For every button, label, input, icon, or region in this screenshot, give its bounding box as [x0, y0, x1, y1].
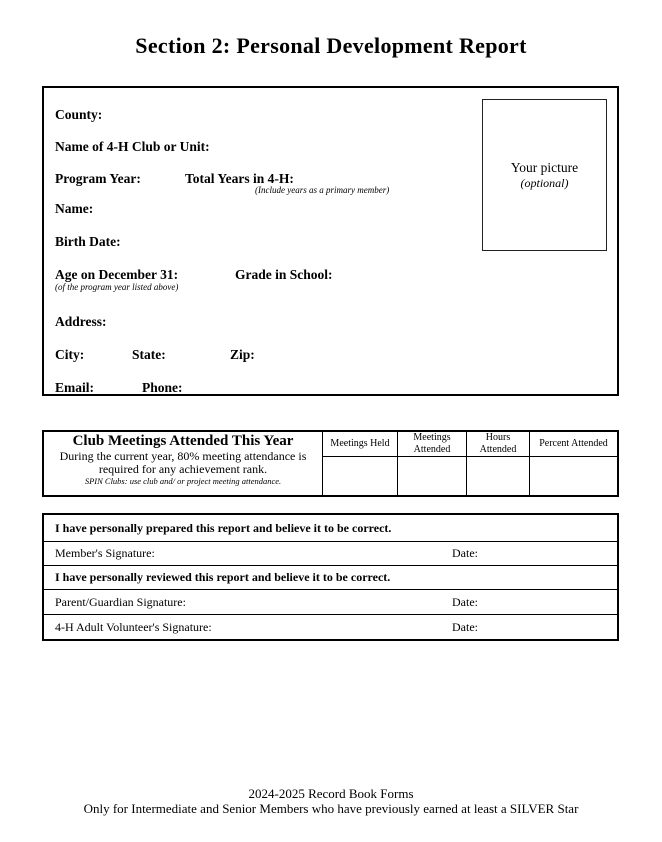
- signature-statement-prepared: [44, 515, 617, 541]
- signature-label: 4-H Adult Volunteer's Signature:: [55, 619, 212, 634]
- field-note-total-years: (Include years as a primary member): [255, 185, 390, 195]
- signature-label: Parent/Guardian Signature:: [55, 594, 186, 609]
- picture-placeholder-box: [482, 99, 607, 251]
- field-label-grade: Grade in School:: [235, 267, 333, 282]
- field-label-city: City:: [55, 347, 85, 362]
- signature-row-parent: [44, 589, 617, 614]
- field-label-name: Name:: [55, 201, 94, 216]
- meetings-table: [42, 430, 619, 497]
- date-label: Date:: [452, 619, 478, 634]
- field-label-club: Name of 4-H Club or Unit:: [55, 139, 210, 154]
- meetings-title: Club Meetings Attended This Year: [72, 433, 294, 449]
- signature-label: Member's Signature:: [55, 546, 155, 560]
- field-label-age: Age on December 31:: [55, 267, 179, 282]
- signature-statement-reviewed: [44, 565, 617, 589]
- date-label: Date:: [452, 546, 478, 560]
- date-label: Date:: [452, 594, 478, 609]
- meetings-note: SPIN Clubs: use club and/ or project meeting attendance.: [84, 476, 282, 487]
- field-note-age: (of the program year listed above): [55, 282, 179, 292]
- field-label-total-years: Total Years in 4-H:: [185, 171, 294, 186]
- field-label-county: County:: [55, 107, 103, 122]
- field-label-state: State:: [132, 347, 166, 362]
- signature-row-member: [44, 541, 617, 565]
- meetings-info-cell: [44, 432, 323, 495]
- meetings-col-header-hours: Hours Attended: [467, 432, 530, 457]
- field-label-program-year: Program Year:: [55, 171, 141, 186]
- picture-box-label: Your picture: [510, 159, 579, 175]
- footer-line2: Only for Intermediate and Senior Members who have previously earned at least a SILVER Star: [83, 801, 579, 816]
- signature-table: [42, 513, 619, 641]
- meetings-col-header-percent: Percent Attended: [530, 432, 617, 457]
- meetings-value-attended: [398, 457, 467, 495]
- member-info-box: [42, 86, 619, 396]
- picture-box-optional: (optional): [520, 175, 569, 190]
- signature-row-volunteer: [44, 614, 617, 639]
- statement-text: I have personally prepared this report and believe it to be correct.: [55, 520, 392, 535]
- field-label-birth-date: Birth Date:: [55, 234, 121, 249]
- meetings-value-percent: [530, 457, 617, 495]
- meetings-col-header-attended: Meetings Attended: [398, 432, 467, 457]
- meetings-value-held: [323, 457, 398, 495]
- footer-line1: 2024-2025 Record Book Forms: [248, 786, 414, 801]
- field-label-address: Address:: [55, 314, 107, 329]
- meetings-value-hours: [467, 457, 530, 495]
- page-title: Section 2: Personal Development Report: [135, 33, 527, 58]
- statement-text: I have personally reviewed this report and believe it to be correct.: [55, 570, 391, 584]
- page-footer: [0, 786, 662, 816]
- field-label-zip: Zip:: [230, 347, 255, 362]
- field-label-email: Email:: [55, 380, 94, 395]
- meetings-col-header-held: Meetings Held: [323, 432, 398, 457]
- meetings-description: During the current year, 80% meeting attendance is required for any achievement rank.: [59, 448, 307, 477]
- field-label-phone: Phone:: [142, 380, 183, 395]
